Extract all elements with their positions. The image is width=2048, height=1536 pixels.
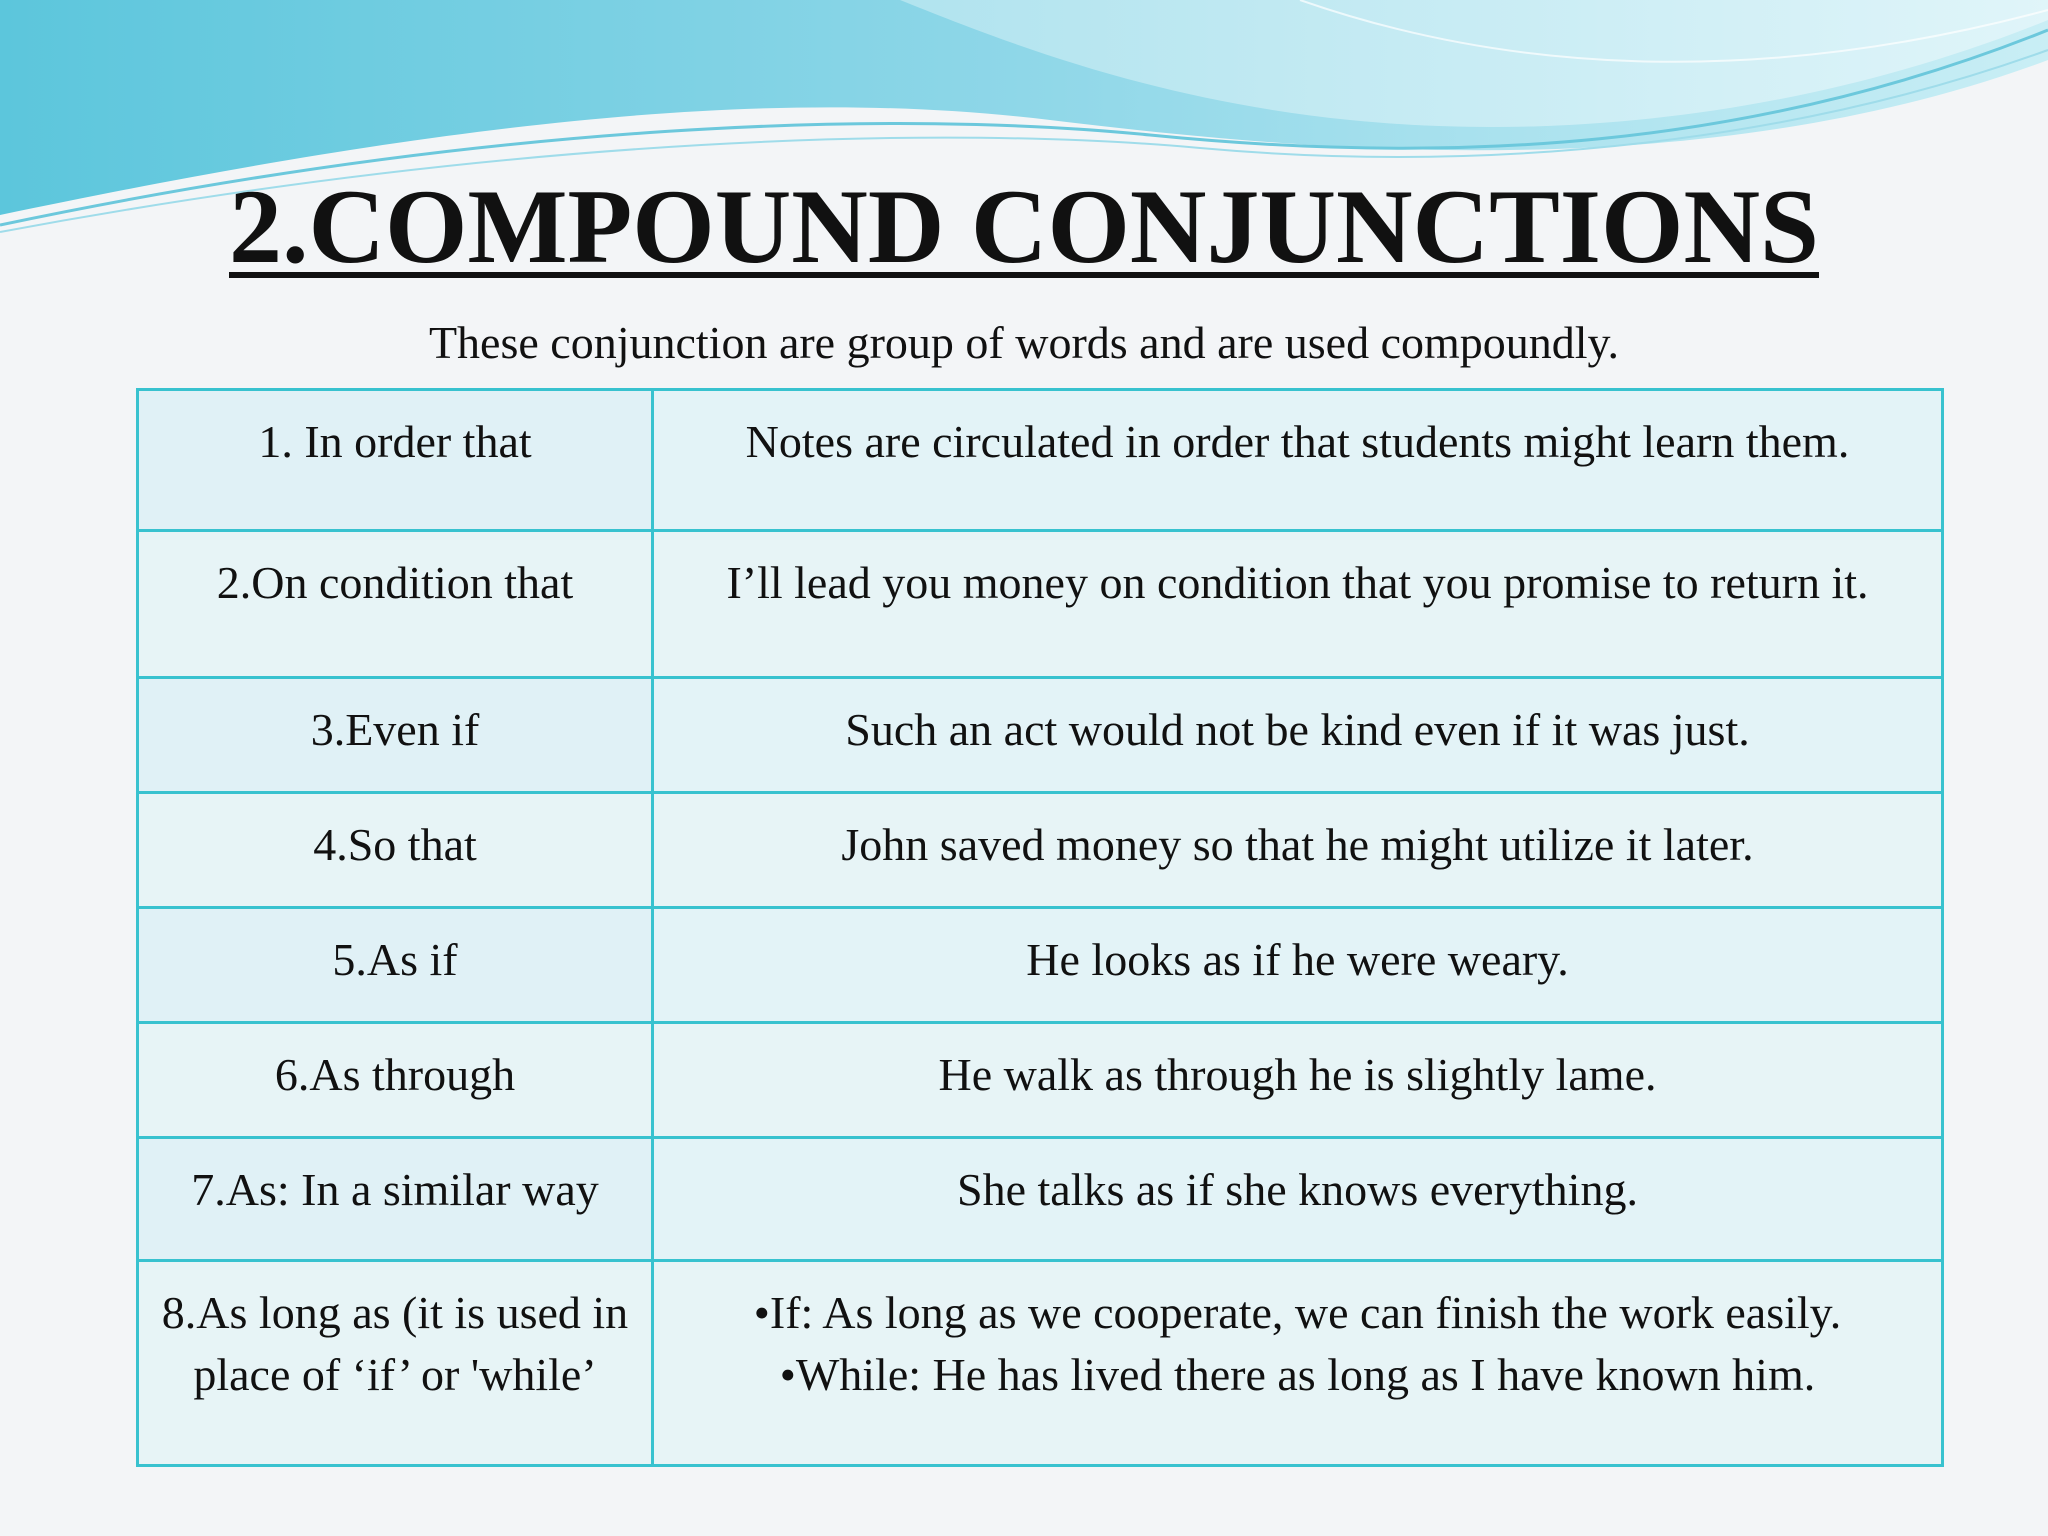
conjunction-term: 5.As if <box>138 908 653 1023</box>
example-line: John saved money so that he might utilize it later. <box>841 819 1754 870</box>
example-line: •If: As long as we cooperate, we can finish the work easily. <box>753 1287 1842 1338</box>
conjunction-term: 3.Even if <box>138 678 653 793</box>
example-line: He walk as through he is slightly lame. <box>938 1049 1657 1100</box>
example-line: He looks as if he were weary. <box>1026 934 1569 985</box>
example-sentence <box>653 793 1943 908</box>
table-row <box>138 1023 1943 1138</box>
example-sentence <box>653 1138 1943 1261</box>
example-sentence <box>653 1023 1943 1138</box>
table-row <box>138 678 1943 793</box>
conjunctions-table <box>136 388 1944 1467</box>
slide-subtitle: These conjunction are group of words and are used compoundly. <box>428 317 1620 368</box>
table-row <box>138 1261 1943 1466</box>
table-row <box>138 531 1943 678</box>
table-row <box>138 793 1943 908</box>
example-line: •While: He has lived there as long as I have known him. <box>779 1349 1816 1400</box>
example-sentence <box>653 390 1943 531</box>
example-line: Notes are circulated in order that students might learn them. <box>745 416 1850 467</box>
conjunction-term: 1. In order that <box>138 390 653 531</box>
example-sentence <box>653 678 1943 793</box>
slide-title-text: 2.COMPOUND CONJUNCTIONS <box>229 168 1819 285</box>
conjunction-term: 8.As long as (it is used in place of ‘if’ or 'while’ <box>138 1261 653 1466</box>
example-line: She talks as if she knows everything. <box>957 1164 1638 1215</box>
conjunction-term: 2.On condition that <box>138 531 653 678</box>
example-line: I’ll lead you money on condition that you promise to return it. <box>726 557 1869 608</box>
example-sentence <box>653 531 1943 678</box>
conjunction-term: 7.As: In a similar way <box>138 1138 653 1261</box>
example-sentence <box>653 908 1943 1023</box>
slide-title <box>0 168 2048 286</box>
example-sentence <box>653 1261 1943 1466</box>
conjunction-term: 6.As through <box>138 1023 653 1138</box>
table-row <box>138 1138 1943 1261</box>
table-row <box>138 908 1943 1023</box>
conjunction-term: 4.So that <box>138 793 653 908</box>
table-row <box>138 390 1943 531</box>
example-line: Such an act would not be kind even if it was just. <box>845 704 1750 755</box>
